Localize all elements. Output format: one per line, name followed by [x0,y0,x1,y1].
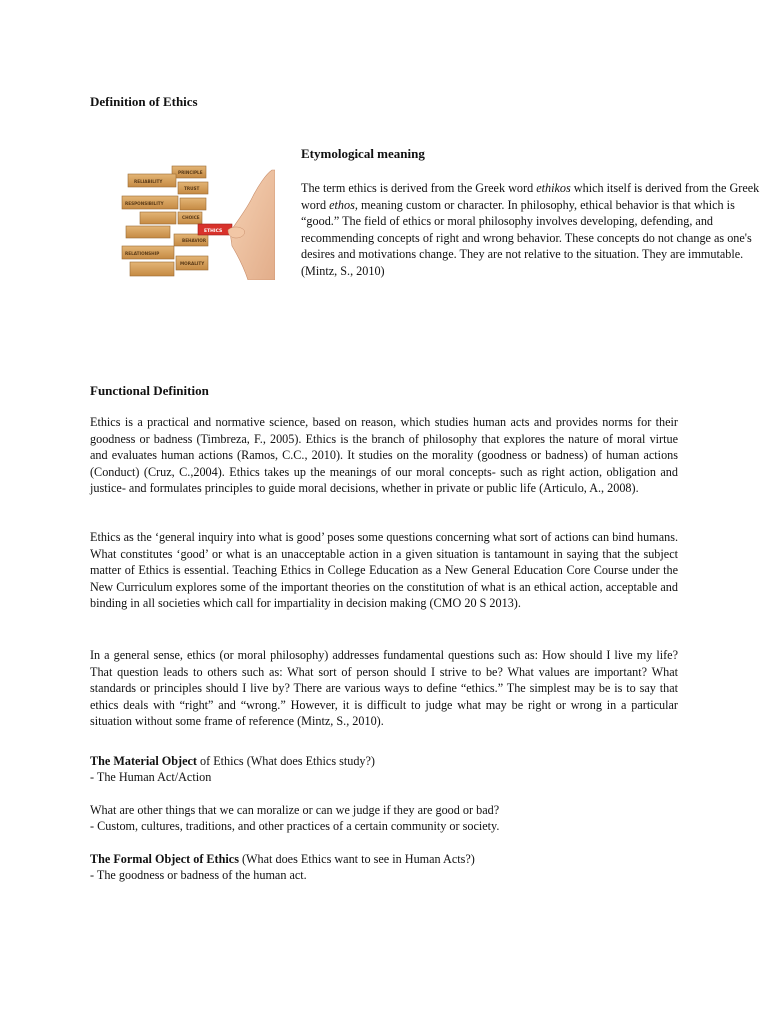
etymological-paragraph: The term ethics is derived from the Greek word ethikos which itself is derived from the Greek word ethos, meaning custom or character. In philosophy, ethical behavior is that which is “good.” The field of ethics or moral philosophy involves developing, defending, and recommending concepts of right and wrong behavior. These concepts do not change as one's desires and motivations change. They are not relative to the situation. They are immutable. (Mintz, S., 2010) [301,181,760,278]
block-label: MORALITY [180,261,205,266]
functional-paragraph-3: In a general sense, ethics (or moral philosophy) addresses fundamental questions such as: How should I live my life? That question leads to others such as: What sort of person should I strive to be? What values are important? What standards or principles should I live by? There are various ways to define “ethics.” The simplest may be is to say that ethics deals with “right” and “wrong.” However, it is difficult to judge what may be right or wrong in a particular situation without some frame of reference (Mintz, S., 2010). [90,648,678,729]
ethics-block-label: ETHICS [204,229,223,234]
block-label: RESPONSIBILITY [125,201,164,206]
moralize-answer: - Custom, cultures, traditions, and other practices of a certain community or society. [90,819,500,833]
formal-object-line: The Formal Object of Ethics (What does Ethics want to see in Human Acts?) [90,852,475,866]
document-title: Definition of Ethics [90,94,198,109]
formal-object-answer: - The goodness or badness of the human act. [90,868,307,882]
material-object-label: The Material Object [90,754,197,768]
ethics-jenga-image [120,160,275,280]
functional-paragraph-1: Ethics is a practical and normative science, based on reason, which studies human acts and provides norms for their goodness or badness (Timbreza, F., 2005). Ethics is the branch of philosophy that explores the nature of moral virtue and evaluates human actions (Ramos, C.C., 2010). It studies on the morality (goodness or badness) of human actions (Conduct) (Cruz, C.,2004). Ethics takes up the meanings of our moral concepts- such as right action, obligation and justice- and formulates principles to guide moral decisions, whether in private or public life (Articulo, A., 2008). [90,415,678,496]
block-label: BEHAVIOR [182,238,207,243]
functional-paragraph-2: Ethics as the ‘general inquiry into what is good’ poses some questions concerning what sort of actions can bind humans. What constitutes ‘good’ or what is an unacceptable action in a given situation is tantamount in saying that the subject matter of Ethics is essential. Teaching Ethics in College Education as a New General Education Core Course under the New Curriculum explores some of the important theories on the constitution of what is an ethical action, acceptable and binding in all societies which call for impartiality in decision making (CMO 20 S 2013). [90,530,678,611]
etymological-heading: Etymological meaning [301,146,425,161]
block-label: RELIABILITY [134,179,163,184]
formal-object-label: The Formal Object of Ethics [90,852,239,866]
block-label: TRUST [184,186,200,191]
moralize-question: What are other things that we can moralize or can we judge if they are good or bad? [90,803,500,817]
functional-heading: Functional Definition [90,383,209,398]
material-object-answer: - The Human Act/Action [90,770,212,784]
material-object-line: The Material Object of Ethics (What does Ethics study?) [90,754,375,768]
hand [230,170,275,280]
block-label: RELATIONSHIP [125,251,160,256]
block-label: PRINCIPLE [178,170,203,175]
block-label: CHOICE [182,215,200,220]
finger [228,227,245,238]
